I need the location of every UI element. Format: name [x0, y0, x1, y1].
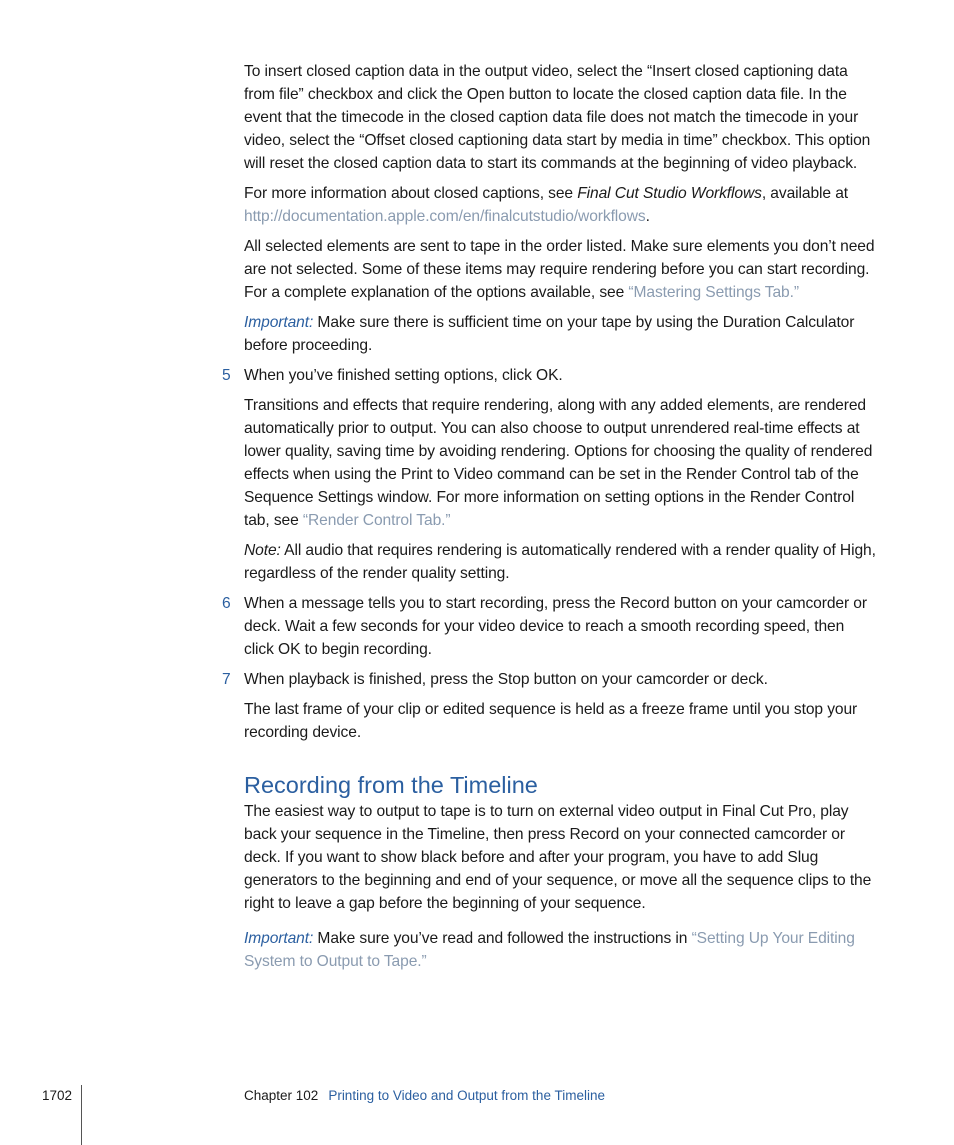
paragraph-easiest-way: The easiest way to output to tape is to turn on external video output in Final Cut Pro, play back your sequence in the Timeline, then press Record on your connected camcorder or deck. If you want to show black before and after your program, you have to add Slug generators to the beginning and end of your sequence, or move all the sequence clips to the right to leave a gap before the beginning of your sequence.	[244, 803, 872, 912]
text: All selected elements are sent to tape in the order listed. Make sure elements you don’t need are not selected. Some of these items may require rendering before you can start recording. For a complete explanation of the options available, see	[244, 238, 875, 301]
note-audio	[244, 539, 876, 585]
mastering-settings-link[interactable]: “Mastering Settings Tab.”	[628, 284, 799, 301]
step-text: When you’ve finished setting options, click OK.	[244, 367, 563, 384]
workflows-title: Final Cut Studio Workflows	[577, 185, 762, 202]
step-number: 5	[222, 367, 231, 384]
important-note-setup	[244, 927, 876, 973]
important-label: Important:	[244, 314, 314, 331]
step-7	[222, 668, 876, 691]
note-label: Note:	[244, 542, 281, 559]
step-number: 6	[222, 595, 231, 612]
setting-up-link[interactable]: “Setting Up Your Editing System to Output to Tape.”	[244, 930, 855, 970]
paragraph-more-info	[244, 182, 876, 228]
workflows-link[interactable]: http://documentation.apple.com/en/finalcutstudio/workflows	[244, 208, 646, 225]
footer-chapter	[244, 1087, 605, 1105]
page-content	[222, 60, 876, 980]
chapter-label: Chapter 102	[244, 1088, 319, 1103]
section-heading: Recording from the Timeline	[244, 772, 538, 798]
step-number: 7	[222, 671, 231, 688]
render-control-link[interactable]: “Render Control Tab.”	[302, 512, 451, 529]
text: Make sure you’ve read and followed the instructions in	[313, 930, 692, 947]
paragraph-selected-elements	[244, 235, 876, 304]
footer-divider	[81, 1085, 82, 1145]
important-note-duration	[244, 311, 876, 357]
text: For more information about closed captions, see	[244, 185, 578, 202]
page-number: 1702	[42, 1088, 73, 1103]
step-6	[222, 592, 876, 661]
step-text: When a message tells you to start recording, press the Record button on your camcorder or deck. Wait a few seconds for your video device to reach a smooth recording speed, then click OK to begin recording.	[244, 595, 867, 658]
paragraph-closed-caption: To insert closed caption data in the output video, select the “Insert closed captioning data from file” checkbox and click the Open button to locate the closed caption data file. In the event that the timecode in the closed caption data file does not match the timecode in your video, select the “Offset closed captioning data start by media in time” checkbox. This option will reset the closed caption data to start its commands at the beginning of video playback.	[244, 63, 871, 172]
text: All audio that requires rendering is automatically rendered with a render quality of High, regardless of the render quality setting.	[244, 542, 876, 582]
text: .	[645, 208, 650, 225]
step-text: When playback is finished, press the Stop button on your camcorder or deck.	[244, 671, 768, 688]
text: , available at	[761, 185, 848, 202]
text: Transitions and effects that require rendering, along with any added elements, are rendered automatically prior to output. You can also choose to output unrendered real-time effects at lower quality, saving time by avoiding rendering. Options for choosing the quality of rendered effects when using the Print to Video command can be set in the Render Control tab of the Sequence Settings window. For more information on setting options in the Render Control tab, see	[244, 397, 873, 529]
paragraph-transitions	[244, 394, 876, 532]
chapter-title: Printing to Video and Output from the Timeline	[328, 1088, 605, 1103]
paragraph-freeze-frame: The last frame of your clip or edited sequence is held as a freeze frame until you stop your recording device.	[244, 701, 858, 741]
important-label: Important:	[244, 930, 314, 947]
step-5	[222, 364, 876, 387]
text: Make sure there is sufficient time on your tape by using the Duration Calculator before proceeding.	[244, 314, 855, 354]
